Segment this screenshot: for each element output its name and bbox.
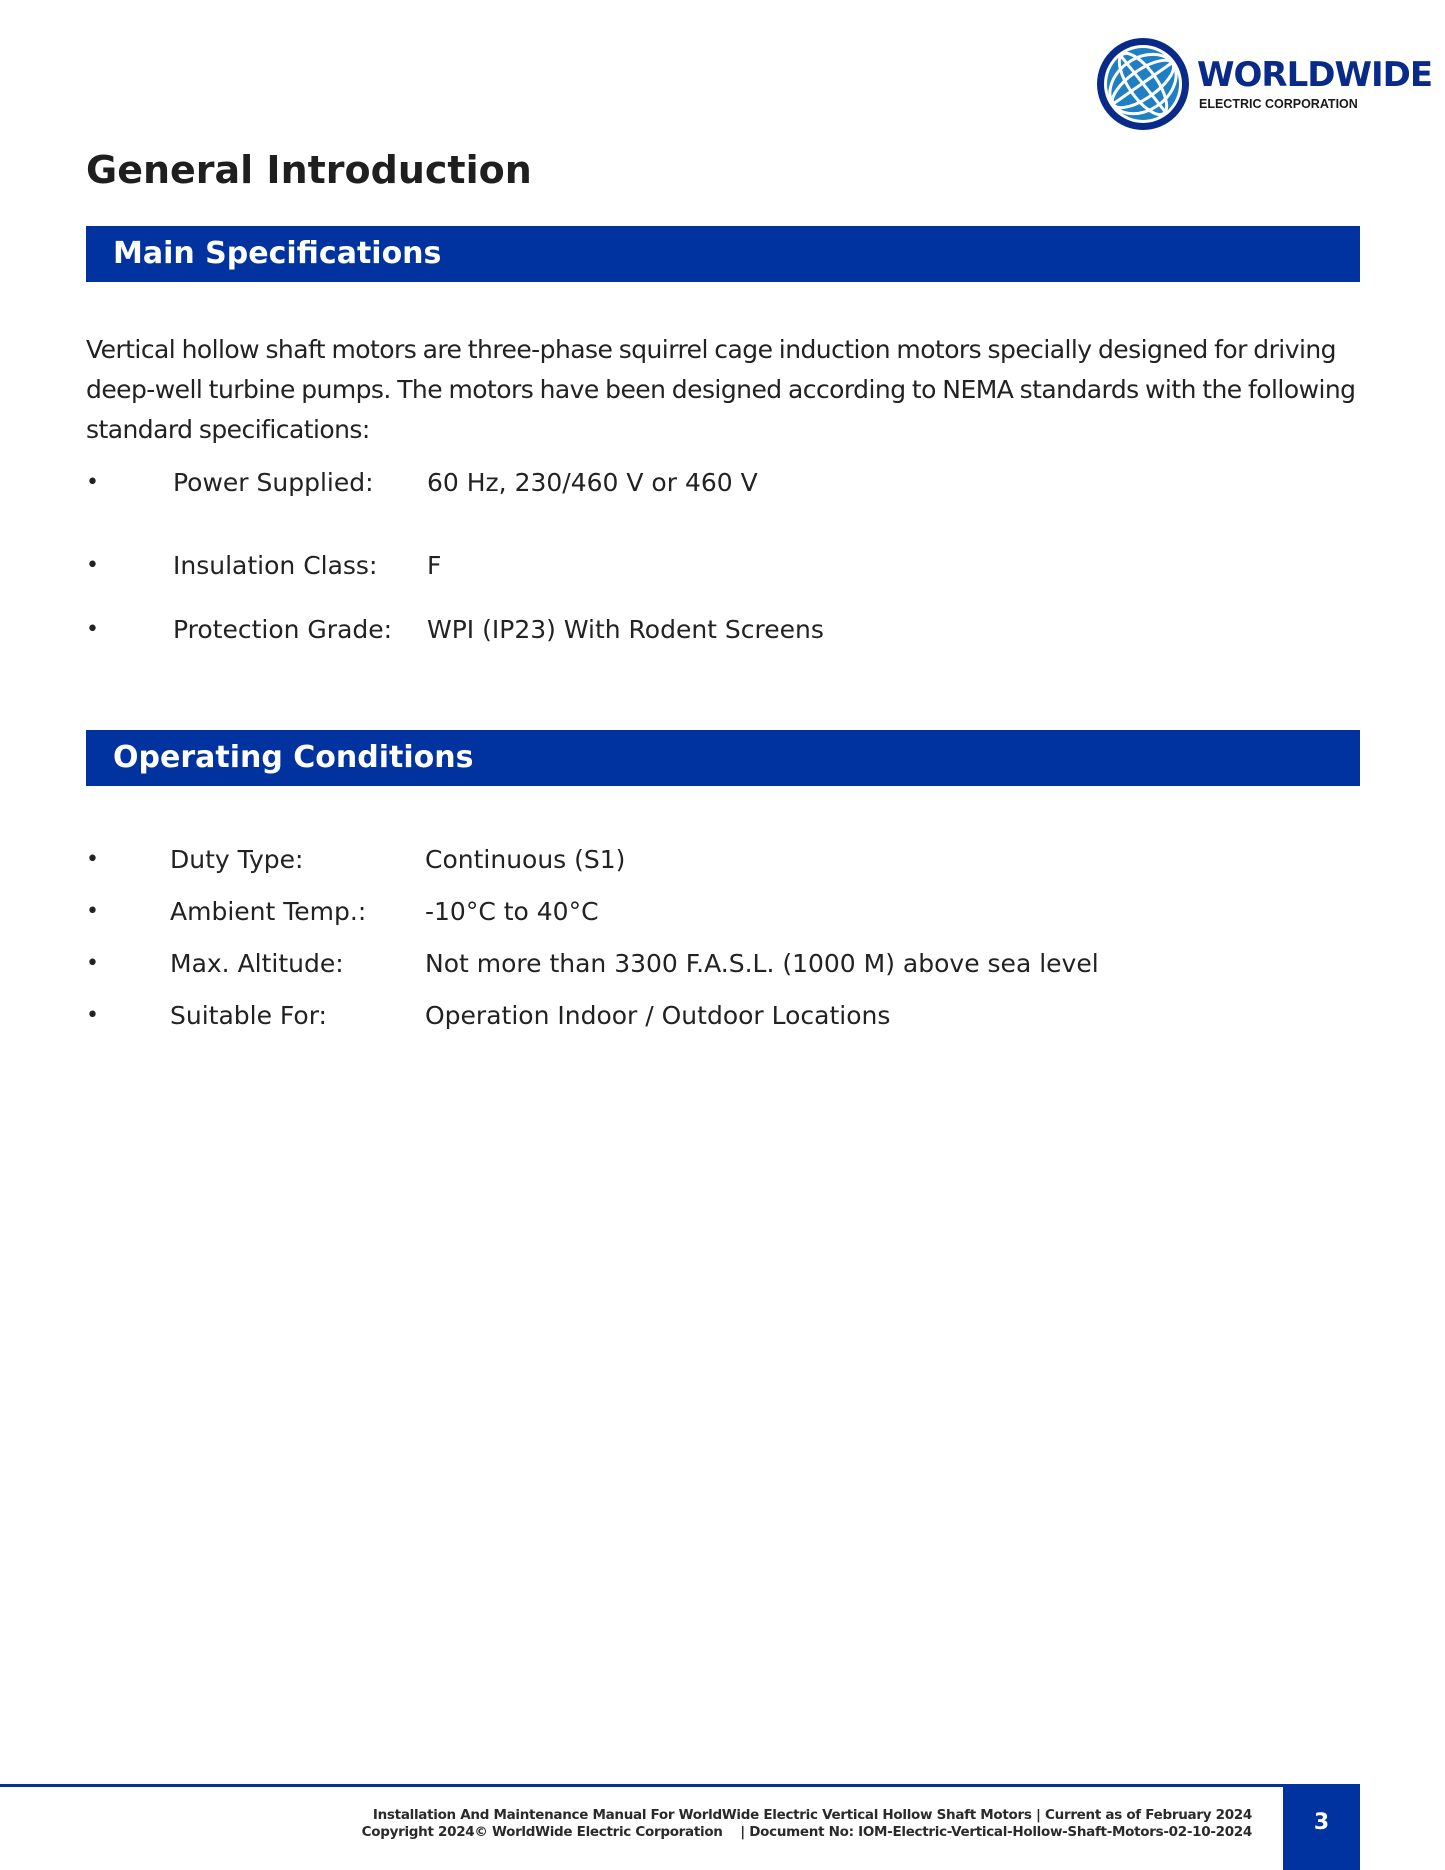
condition-value: Operation Indoor / Outdoor Locations [425, 1001, 891, 1030]
bullet: • [86, 1003, 99, 1028]
spec-value: F [427, 551, 442, 580]
bullet: • [86, 951, 99, 976]
condition-label: Ambient Temp.: [170, 897, 367, 926]
spec-item-protection-grade [86, 613, 1356, 647]
page-number-box [1283, 1784, 1360, 1870]
globe-icon [1095, 36, 1191, 132]
condition-value: Not more than 3300 F.A.S.L. (1000 M) above sea level [425, 949, 1099, 978]
intro-paragraph: Vertical hollow shaft motors are three-phase squirrel cage induction motors specially designed for driving deep-well turbine pumps. The motors have been designed according to NEMA standards with the following standard specifications: [86, 335, 1356, 444]
condition-label: Max. Altitude: [170, 949, 344, 978]
condition-item-suitable-for [86, 999, 1356, 1033]
spec-label: Protection Grade: [173, 615, 393, 644]
page-number: 3 [1313, 1810, 1330, 1835]
operating-conditions-heading: Operating Conditions [113, 740, 474, 775]
condition-label: Duty Type: [170, 845, 304, 874]
spec-label: Power Supplied: [173, 468, 374, 497]
condition-value: -10°C to 40°C [425, 897, 599, 926]
logo-wordmark: WORLDWIDE [1197, 55, 1433, 95]
page-title: General Introduction [86, 148, 532, 192]
footer-divider [0, 1784, 1360, 1787]
condition-item-duty-type [86, 843, 1356, 877]
bullet: • [86, 470, 99, 495]
footer-copyright: Copyright 2024© WorldWide Electric Corporation | Document No: IOM-Electric-Vertical-Hollow-Shaft-Motors-02-10-2024 [361, 1824, 1252, 1840]
bullet: • [86, 617, 99, 642]
bullet: • [86, 847, 99, 872]
spec-value: WPI (IP23) With Rodent Screens [427, 615, 824, 644]
spec-item-insulation-class [86, 549, 1356, 583]
company-logo [1095, 36, 1433, 132]
main-specifications-bar [86, 226, 1360, 282]
condition-label: Suitable For: [170, 1001, 327, 1030]
spec-item-power-supplied [86, 466, 1356, 500]
spec-value: 60 Hz, 230/460 V or 460 V [427, 468, 758, 497]
condition-value: Continuous (S1) [425, 845, 626, 874]
footer-manual-title: Installation And Maintenance Manual For WorldWide Electric Vertical Hollow Shaft Motors | Current as of February 2024 [372, 1807, 1252, 1823]
logo-tagline: ELECTRIC CORPORATION [1199, 97, 1358, 111]
spec-label: Insulation Class: [173, 551, 378, 580]
condition-item-max-altitude [86, 947, 1356, 981]
bullet: • [86, 553, 99, 578]
bullet: • [86, 899, 99, 924]
condition-item-ambient-temp [86, 895, 1356, 929]
main-specifications-heading: Main Specifications [113, 236, 442, 271]
operating-conditions-bar [86, 730, 1360, 786]
